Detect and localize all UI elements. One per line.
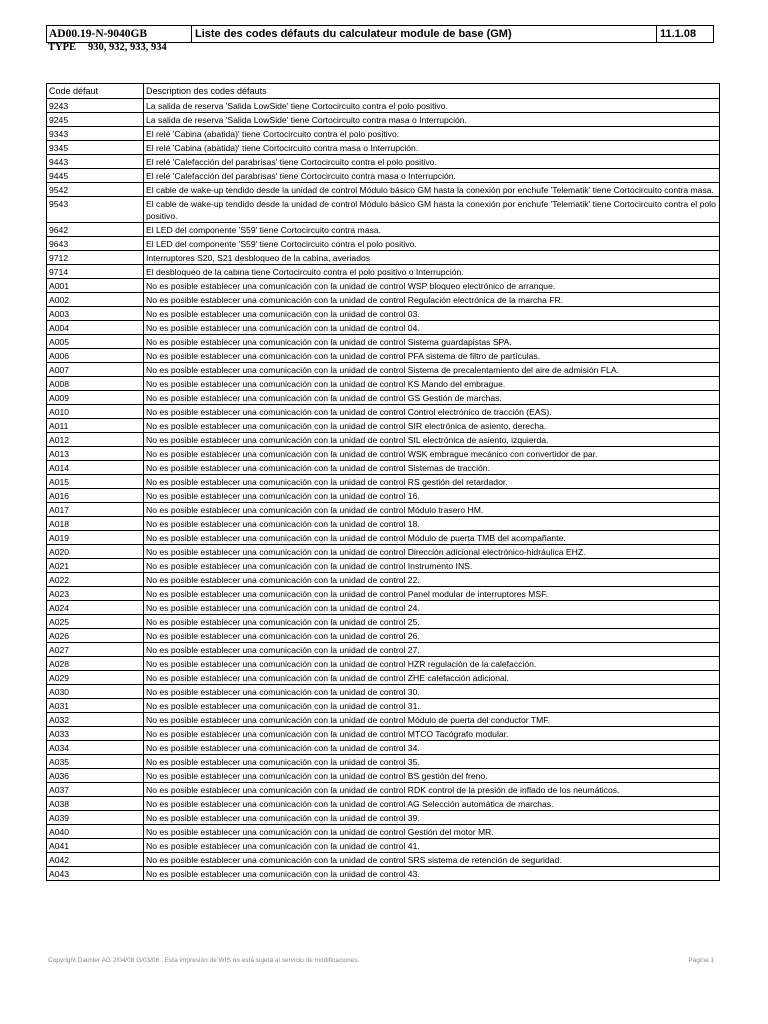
document-title: Liste des codes défauts du calculateur module de base (GM) <box>192 26 657 42</box>
table-row <box>47 155 720 169</box>
fault-description: El relé 'Calefacción del parabrisas' tiene Cortocircuito contra el polo positivo. <box>144 155 720 169</box>
document-date: 11.1.08 <box>660 28 697 40</box>
table-row <box>47 713 720 727</box>
fault-description: No es posible establecer una comunicación con la unidad de control Panel modular de interruptores MSF. <box>144 587 720 601</box>
table-row <box>47 531 720 545</box>
table-row <box>47 727 720 741</box>
fault-code: 9642 <box>47 223 144 237</box>
table-row <box>47 141 720 155</box>
page-number: Página 1 <box>688 957 714 964</box>
fault-description: El cable de wake-up tendido desde la unidad de control Módulo básico GM hasta la conexión por enchufe 'Telematik' tiene Cortocircuito contra masa. <box>144 183 720 197</box>
fault-code: A032 <box>47 713 144 727</box>
type-label: TYPE <box>48 42 77 53</box>
table-row <box>47 783 720 797</box>
fault-code: A040 <box>47 825 144 839</box>
table-row <box>47 629 720 643</box>
fault-code: 9445 <box>47 169 144 183</box>
table-row <box>47 197 720 223</box>
table-row <box>47 587 720 601</box>
fault-description: No es posible establecer una comunicación con la unidad de control 25. <box>144 615 720 629</box>
fault-code: A021 <box>47 559 144 573</box>
fault-code: A041 <box>47 839 144 853</box>
fault-description: No es posible establecer una comunicación con la unidad de control Sistemas de tracción. <box>144 461 720 475</box>
fault-code: A008 <box>47 377 144 391</box>
fault-code: A015 <box>47 475 144 489</box>
fault-code: A020 <box>47 545 144 559</box>
table-row <box>47 335 720 349</box>
fault-code: 9243 <box>47 99 144 113</box>
table-row <box>47 559 720 573</box>
table-row <box>47 223 720 237</box>
fault-description: No es posible establecer una comunicación con la unidad de control RDK control de la presión de inflado de los neumáticos. <box>144 783 720 797</box>
table-row <box>47 461 720 475</box>
fault-description: La salida de reserva 'Salida LowSide' tiene Cortocircuito contra masa o Interrupción. <box>144 113 720 127</box>
fault-description: No es posible establecer una comunicación con la unidad de control Dirección adicional electrónico-hidráulica EHZ. <box>144 545 720 559</box>
table-row <box>47 769 720 783</box>
fault-code: A006 <box>47 349 144 363</box>
fault-code: A012 <box>47 433 144 447</box>
fault-description: No es posible establecer una comunicación con la unidad de control SIL electrónica de asiento, izquierda. <box>144 433 720 447</box>
fault-description: El LED del componente 'S59' tiene Cortocircuito contra masa. <box>144 223 720 237</box>
fault-code: A019 <box>47 531 144 545</box>
table-row <box>47 517 720 531</box>
fault-code: A005 <box>47 335 144 349</box>
table-row <box>47 601 720 615</box>
table-row <box>47 391 720 405</box>
fault-description: No es posible establecer una comunicación con la unidad de control 27. <box>144 643 720 657</box>
fault-description: No es posible establecer una comunicación con la unidad de control GS Gestión de marchas. <box>144 391 720 405</box>
fault-description: No es posible establecer una comunicación con la unidad de control Control electrónico de tracción (EAS). <box>144 405 720 419</box>
fault-code: A010 <box>47 405 144 419</box>
fault-code: A042 <box>47 853 144 867</box>
fault-description: No es posible establecer una comunicación con la unidad de control Gestión del motor MR. <box>144 825 720 839</box>
fault-code: A027 <box>47 643 144 657</box>
fault-code: A029 <box>47 671 144 685</box>
fault-description: No es posible establecer una comunicación con la unidad de control WSP bloqueo electrónico de arranque. <box>144 279 720 293</box>
table-row <box>47 755 720 769</box>
fault-description: No es posible establecer una comunicación con la unidad de control HZR regulación de la calefacción. <box>144 657 720 671</box>
fault-code: A004 <box>47 321 144 335</box>
table-row <box>47 127 720 141</box>
fault-description: No es posible establecer una comunicación con la unidad de control Sistema de precalentamiento del aire de admisión FLA. <box>144 363 720 377</box>
table-row <box>47 839 720 853</box>
fault-code: 9343 <box>47 127 144 141</box>
table-row <box>47 573 720 587</box>
table-row <box>47 433 720 447</box>
fault-description: El relé 'Cabina (abatida)' tiene Cortocircuito contra masa o Interrupción. <box>144 141 720 155</box>
fault-code: 9643 <box>47 237 144 251</box>
table-row <box>47 853 720 867</box>
table-row <box>47 321 720 335</box>
table-row <box>47 825 720 839</box>
table-row <box>47 867 720 881</box>
fault-description: No es posible establecer una comunicación con la unidad de control 43. <box>144 867 720 881</box>
fault-code: A028 <box>47 657 144 671</box>
fault-description: No es posible establecer una comunicación con la unidad de control 03. <box>144 307 720 321</box>
fault-description: No es posible establecer una comunicación con la unidad de control KS Mando del embrague. <box>144 377 720 391</box>
fault-code: A024 <box>47 601 144 615</box>
fault-description: No es posible establecer una comunicación con la unidad de control MTCO Tacógrafo modular. <box>144 727 720 741</box>
fault-code: A036 <box>47 769 144 783</box>
table-row <box>47 183 720 197</box>
fault-code: A009 <box>47 391 144 405</box>
table-row <box>47 657 720 671</box>
fault-description: No es posible establecer una comunicación con la unidad de control 30. <box>144 685 720 699</box>
table-row <box>47 279 720 293</box>
fault-code: A031 <box>47 699 144 713</box>
fault-code: A033 <box>47 727 144 741</box>
fault-code: A026 <box>47 629 144 643</box>
table-row <box>47 489 720 503</box>
fault-description: No es posible establecer una comunicación con la unidad de control Instrumento INS. <box>144 559 720 573</box>
fault-description: No es posible establecer una comunicación con la unidad de control WSK embrague mecánico con convertidor de par. <box>144 447 720 461</box>
fault-description: No es posible establecer una comunicación con la unidad de control 18. <box>144 517 720 531</box>
fault-code: 9542 <box>47 183 144 197</box>
fault-description: No es posible establecer una comunicación con la unidad de control Módulo de puerta TMB del acompañante. <box>144 531 720 545</box>
document-header <box>46 25 714 43</box>
fault-code: A016 <box>47 489 144 503</box>
fault-code: A002 <box>47 293 144 307</box>
fault-description: No es posible establecer una comunicación con la unidad de control ZHE calefacción adicional. <box>144 671 720 685</box>
table-row <box>47 699 720 713</box>
table-row <box>47 405 720 419</box>
fault-code: A035 <box>47 755 144 769</box>
column-header-description: Description des codes défauts <box>144 84 720 99</box>
column-header-code: Code défaut <box>47 84 144 99</box>
fault-description: No es posible establecer una comunicación con la unidad de control RS gestión del retardador. <box>144 475 720 489</box>
fault-description: No es posible establecer una comunicación con la unidad de control Módulo trasero HM. <box>144 503 720 517</box>
table-row <box>47 503 720 517</box>
table-row <box>47 99 720 113</box>
fault-code: A017 <box>47 503 144 517</box>
fault-description: No es posible establecer una comunicación con la unidad de control 31. <box>144 699 720 713</box>
fault-code: 9443 <box>47 155 144 169</box>
fault-code: 9712 <box>47 251 144 265</box>
fault-description: No es posible establecer una comunicación con la unidad de control 22. <box>144 573 720 587</box>
fault-code: A007 <box>47 363 144 377</box>
fault-description: El LED del componente 'S59' tiene Cortocircuito contra el polo positivo. <box>144 237 720 251</box>
fault-code: 9245 <box>47 113 144 127</box>
table-row <box>47 643 720 657</box>
fault-description: No es posible establecer una comunicación con la unidad de control AG Selección automática de marchas. <box>144 797 720 811</box>
fault-code: A043 <box>47 867 144 881</box>
fault-description: El cable de wake-up tendido desde la unidad de control Módulo básico GM hasta la conexión por enchufe 'Telematik' tiene Cortocircuito contra el polo positivo. <box>144 197 720 223</box>
fault-description: No es posible establecer una comunicación con la unidad de control SIR electrónica de asiento, derecha. <box>144 419 720 433</box>
fault-code: A013 <box>47 447 144 461</box>
fault-code: A003 <box>47 307 144 321</box>
fault-code: A018 <box>47 517 144 531</box>
fault-code-table <box>46 83 720 881</box>
fault-description: El desbloqueo de la cabina tiene Cortocircuito contra el polo positivo o Interrupción. <box>144 265 720 279</box>
table-row <box>47 475 720 489</box>
fault-description: No es posible establecer una comunicación con la unidad de control Sistema guardapistas SPA. <box>144 335 720 349</box>
document-id: AD00.19-N-9040GB <box>47 26 192 42</box>
table-row <box>47 671 720 685</box>
fault-description: No es posible establecer una comunicación con la unidad de control 04. <box>144 321 720 335</box>
fault-description: No es posible establecer una comunicación con la unidad de control 39. <box>144 811 720 825</box>
table-row <box>47 377 720 391</box>
type-line <box>48 42 167 53</box>
fault-code: A037 <box>47 783 144 797</box>
table-row <box>47 797 720 811</box>
fault-description: No es posible establecer una comunicación con la unidad de control 16. <box>144 489 720 503</box>
fault-description: La salida de reserva 'Salida LowSide' tiene Cortocircuito contra el polo positivo. <box>144 99 720 113</box>
fault-description: No es posible establecer una comunicación con la unidad de control Regulación electrónica de la marcha FR. <box>144 293 720 307</box>
page-footer <box>48 957 714 969</box>
table-row <box>47 349 720 363</box>
fault-description: No es posible establecer una comunicación con la unidad de control 34. <box>144 741 720 755</box>
fault-code: A023 <box>47 587 144 601</box>
table-row <box>47 251 720 265</box>
copyright-text: Copyright Daimler AG 2/04/08 G/03/08 . Esta impresión de WIS no está sujeta al servicio de modificaciones. <box>48 957 360 964</box>
fault-code: A038 <box>47 797 144 811</box>
table-row <box>47 545 720 559</box>
fault-description: No es posible establecer una comunicación con la unidad de control PFA sistema de filtro de partículas. <box>144 349 720 363</box>
fault-code: A001 <box>47 279 144 293</box>
table-row <box>47 447 720 461</box>
fault-code: A030 <box>47 685 144 699</box>
table-row <box>47 363 720 377</box>
fault-description: No es posible establecer una comunicación con la unidad de control Módulo de puerta del conductor TMF. <box>144 713 720 727</box>
fault-description: No es posible establecer una comunicación con la unidad de control 35. <box>144 755 720 769</box>
table-row <box>47 811 720 825</box>
table-row <box>47 237 720 251</box>
type-values: 930, 932, 933, 934 <box>88 42 167 53</box>
table-row <box>47 615 720 629</box>
fault-code: 9543 <box>47 197 144 223</box>
fault-description: Interruptores S20, S21 desbloqueo de la cabina, averiados <box>144 251 720 265</box>
fault-code: 9345 <box>47 141 144 155</box>
fault-code: A014 <box>47 461 144 475</box>
fault-code: 9714 <box>47 265 144 279</box>
table-row <box>47 293 720 307</box>
table-row <box>47 169 720 183</box>
fault-code: A022 <box>47 573 144 587</box>
table-header-row <box>47 84 720 99</box>
fault-code: A025 <box>47 615 144 629</box>
fault-code: A034 <box>47 741 144 755</box>
table-row <box>47 685 720 699</box>
fault-description: El relé 'Cabina (abatida)' tiene Cortocircuito contra el polo positivo. <box>144 127 720 141</box>
fault-description: No es posible establecer una comunicación con la unidad de control 26. <box>144 629 720 643</box>
table-row <box>47 265 720 279</box>
fault-description: No es posible establecer una comunicación con la unidad de control 24. <box>144 601 720 615</box>
table-row <box>47 741 720 755</box>
fault-code: A039 <box>47 811 144 825</box>
table-row <box>47 419 720 433</box>
fault-description: No es posible establecer una comunicación con la unidad de control BS gestión del freno. <box>144 769 720 783</box>
fault-code: A011 <box>47 419 144 433</box>
table-row <box>47 113 720 127</box>
fault-description: No es posible establecer una comunicación con la unidad de control SRS sistema de retención de seguridad. <box>144 853 720 867</box>
fault-description: No es posible establecer una comunicación con la unidad de control 41. <box>144 839 720 853</box>
table-row <box>47 307 720 321</box>
fault-description: El relé 'Calefacción del parabrisas' tiene Cortocircuito contra masa o Interrupción. <box>144 169 720 183</box>
